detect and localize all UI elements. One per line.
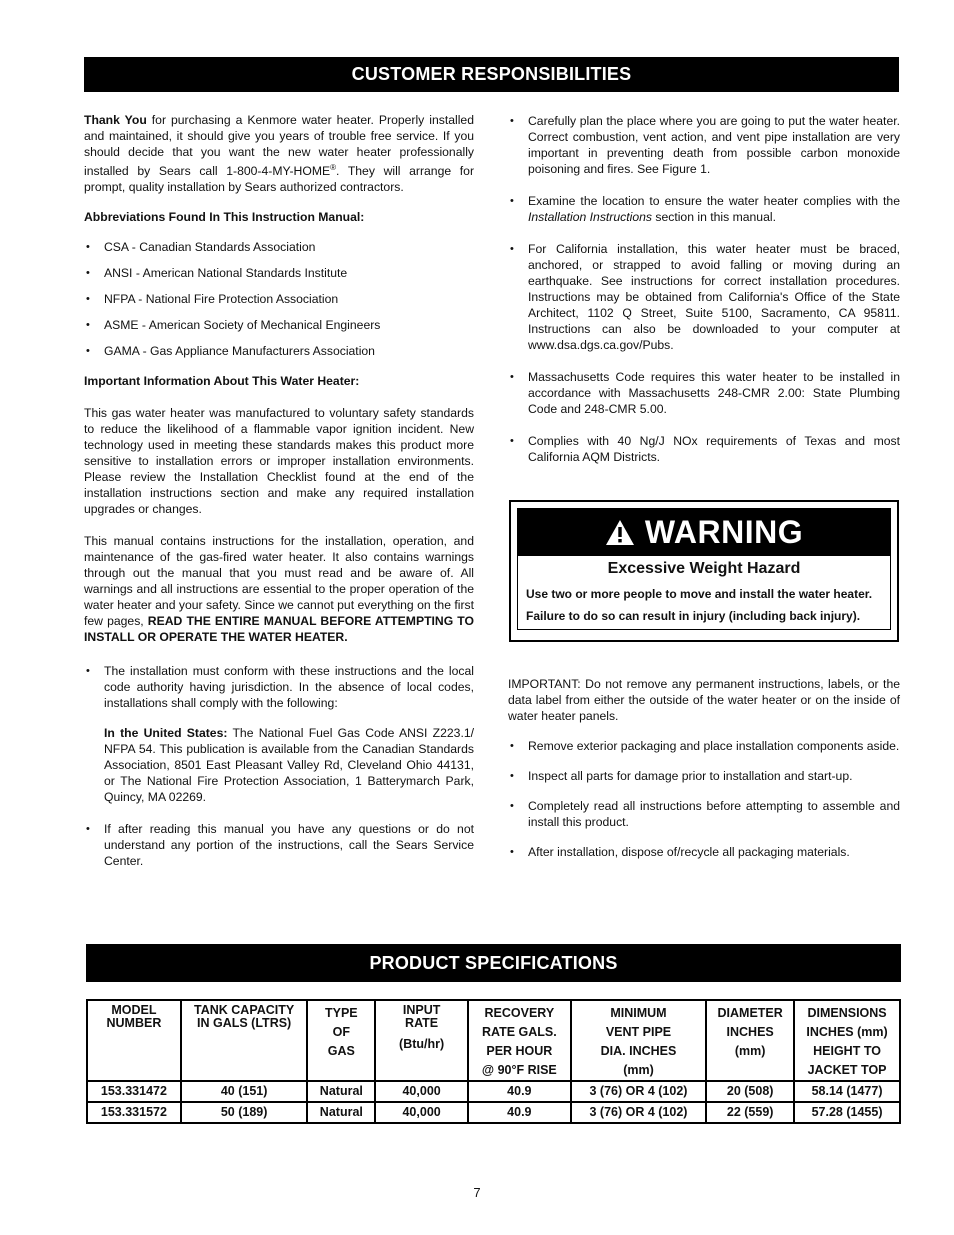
list-item: • Completely read all instructions before attempting to assemble and install this product. xyxy=(508,798,900,830)
list-item: • ANSI - American National Standards Institute xyxy=(84,265,474,281)
table-cell: 40.9 xyxy=(468,1102,571,1123)
warning-word: WARNING xyxy=(644,514,804,550)
table-cell: 40 (151) xyxy=(181,1081,308,1102)
warning-triangle-icon xyxy=(605,519,635,546)
list-item: • For California installation, this water heater must be braced, anchored, or strapped to avoid falling or moving during an earthquake. See instructions for correct installation procedures. Instructions may be obtained from California's Office of the State Architect, 1102 Q Street, Suite 5100, Sacramento, CA 95811. Instructions can also be downloaded to your computer at www.dsa.dgs.ca.gov/Pubs. xyxy=(508,241,900,353)
warning-header xyxy=(517,508,891,556)
right-column xyxy=(508,113,900,465)
packaging-list xyxy=(508,738,900,860)
installation-list xyxy=(84,663,474,869)
important-info-heading: Important Information About This Water Heater: xyxy=(84,374,360,389)
header-cell: TANK CAPACITY IN GALS (LTRS) xyxy=(181,1000,308,1081)
specifications-table xyxy=(86,999,901,1124)
table-cell: Natural xyxy=(307,1081,375,1102)
table-row xyxy=(87,1102,900,1123)
table-cell: 3 (76) OR 4 (102) xyxy=(571,1081,706,1102)
list-item: • GAMA - Gas Appliance Manufacturers Association xyxy=(84,343,474,359)
table-cell: 153.331472 xyxy=(87,1081,181,1102)
list-item xyxy=(84,663,474,805)
manual-bold-text: READ THE ENTIRE MANUAL BEFORE ATTEMPTING TO INSTALL OR OPERATE THE WATER HEATER. xyxy=(84,614,474,645)
list-item: • After installation, dispose of/recycle all packaging materials. xyxy=(508,844,900,860)
list-item: • Inspect all parts for damage prior to installation and start-up. xyxy=(508,768,900,784)
list-item: • NFPA - National Fire Protection Association xyxy=(84,291,474,307)
intro-text: for purchasing a Kenmore water heater. Properly installed and maintained, it should give you years of trouble free service. If you should decide that you want the new water heater professionally installed by Sears call 1-800-4-MY-HOME xyxy=(84,113,474,179)
header-cell: TYPE OF GAS xyxy=(307,1000,375,1081)
table-cell: Natural xyxy=(307,1102,375,1123)
header-cell: RECOVERY RATE GALS. PER HOUR @ 90°F RISE xyxy=(468,1000,571,1081)
table-cell: 40,000 xyxy=(375,1102,468,1123)
bullet-italic: Installation Instructions xyxy=(528,210,652,224)
list-item xyxy=(508,193,900,225)
us-text: The National Fuel Gas Code ANSI Z223.1/ NFPA 54. This publication is available from the Canadian Standards Association, 8501 East Pleasant Valley Rd, Cleveland Ohio 44131, or The National Fire Protection Association, 1 Batterymarch Park, Quincy, MA 02269. xyxy=(104,726,475,805)
intro-bold: Thank You xyxy=(84,113,147,127)
manual-text: This manual contains instructions for the installation, operation, and maintenance of the gas-fired water heater. It also contains warnings through out the manual that you must read and be aware of. All warnings and all instructions are essential to the proper operation of the water heater and your safety. Since we cannot put everything on the first few pages, xyxy=(84,534,474,629)
right-column-lower xyxy=(508,676,900,860)
page-number: 7 xyxy=(473,1185,481,1200)
list-item: • CSA - Canadian Standards Association xyxy=(84,239,474,255)
table-cell: 58.14 (1477) xyxy=(794,1081,900,1102)
bullet-text: section in this manual. xyxy=(651,210,776,224)
bullet-text: Examine the location to ensure the water heater complies with the xyxy=(528,194,900,208)
section-title-customer-responsibilities: CUSTOMER RESPONSIBILITIES xyxy=(84,57,899,92)
us-code-paragraph xyxy=(104,725,474,805)
table-cell: 50 (189) xyxy=(181,1102,308,1123)
header-cell: MODEL NUMBER xyxy=(87,1000,181,1081)
warning-title: Excessive Weight Hazard xyxy=(607,560,801,577)
registered-mark: ® xyxy=(330,163,337,172)
table-cell: 57.28 (1455) xyxy=(794,1102,900,1123)
header-cell: MINIMUM VENT PIPE DIA. INCHES (mm) xyxy=(571,1000,706,1081)
intro-paragraph xyxy=(84,112,474,195)
table-cell: 22 (559) xyxy=(706,1102,794,1123)
info-paragraph: This gas water heater was manufactured to voluntary safety standards to reduce the likelihood of a flammable vapor ignition incident. New technology used in meeting these standards makes this product more sensitive to installation errors or improper installation environments. Please review the Installation Checklist found at the end of the installation instructions section and make any required installation upgrades or changes. xyxy=(84,406,474,517)
table-cell: 153.331572 xyxy=(87,1102,181,1123)
warning-line-2: Failure to do so can result in injury (including back injury). xyxy=(526,609,861,623)
warning-line-1: Use two or more people to move and install the water heater. xyxy=(526,587,873,601)
list-item: • Remove exterior packaging and place installation components aside. xyxy=(508,738,900,754)
header-cell: DIAMETER INCHES (mm) xyxy=(706,1000,794,1081)
list-item: • If after reading this manual you have any questions or do not understand any portion of the instructions, call the Sears Service Center. xyxy=(84,821,474,869)
abbreviations-heading: Abbreviations Found In This Instruction Manual: xyxy=(84,210,365,225)
table-cell: 20 (508) xyxy=(706,1081,794,1102)
table-cell: 3 (76) OR 4 (102) xyxy=(571,1102,706,1123)
warning-body xyxy=(517,556,891,630)
list-item: • ASME - American Society of Mechanical Engineers xyxy=(84,317,474,333)
us-bold: In the United States: xyxy=(104,726,228,741)
warning-box xyxy=(509,500,899,642)
left-column xyxy=(84,112,474,869)
header-cell: DIMENSIONS INCHES (mm) HEIGHT TO JACKET TOP xyxy=(794,1000,900,1081)
table-cell: 40,000 xyxy=(375,1081,468,1102)
bullet-text: The installation must conform with these instructions and the local code authority having jurisdiction. In the absence of local codes, installations shall comply with the following: xyxy=(104,664,474,711)
table-row xyxy=(87,1081,900,1102)
table-cell: 40.9 xyxy=(468,1081,571,1102)
header-cell: INPUT RATE (Btu/hr) xyxy=(375,1000,468,1081)
planning-list xyxy=(508,113,900,465)
abbreviations-list xyxy=(84,239,474,359)
list-item: • Carefully plan the place where you are going to put the water heater. Correct combustion, vent action, and vent pipe installation are very important in preventing death from possible carbon monoxide poisoning and fires. See Figure 1. xyxy=(508,113,900,177)
manual-paragraph xyxy=(84,533,474,645)
intro-tail: . They will arrange for prompt, quality installation by Sears authorized contractors. xyxy=(84,164,474,195)
list-item: • Massachusetts Code requires this water heater to be installed in accordance with Massachusetts 248-CMR 2.00: State Plumbing Code and 248-CMR 5.00. xyxy=(508,369,900,417)
important-paragraph: IMPORTANT: Do not remove any permanent instructions, labels, or the data label from either the outside of the water heater or on the inside of water heater panels. xyxy=(508,677,900,723)
section-title-product-specifications: PRODUCT SPECIFICATIONS xyxy=(86,944,901,982)
table-header-row xyxy=(87,1000,900,1081)
list-item: • Complies with 40 Ng/J NOx requirements of Texas and most California AQM Districts. xyxy=(508,433,900,465)
